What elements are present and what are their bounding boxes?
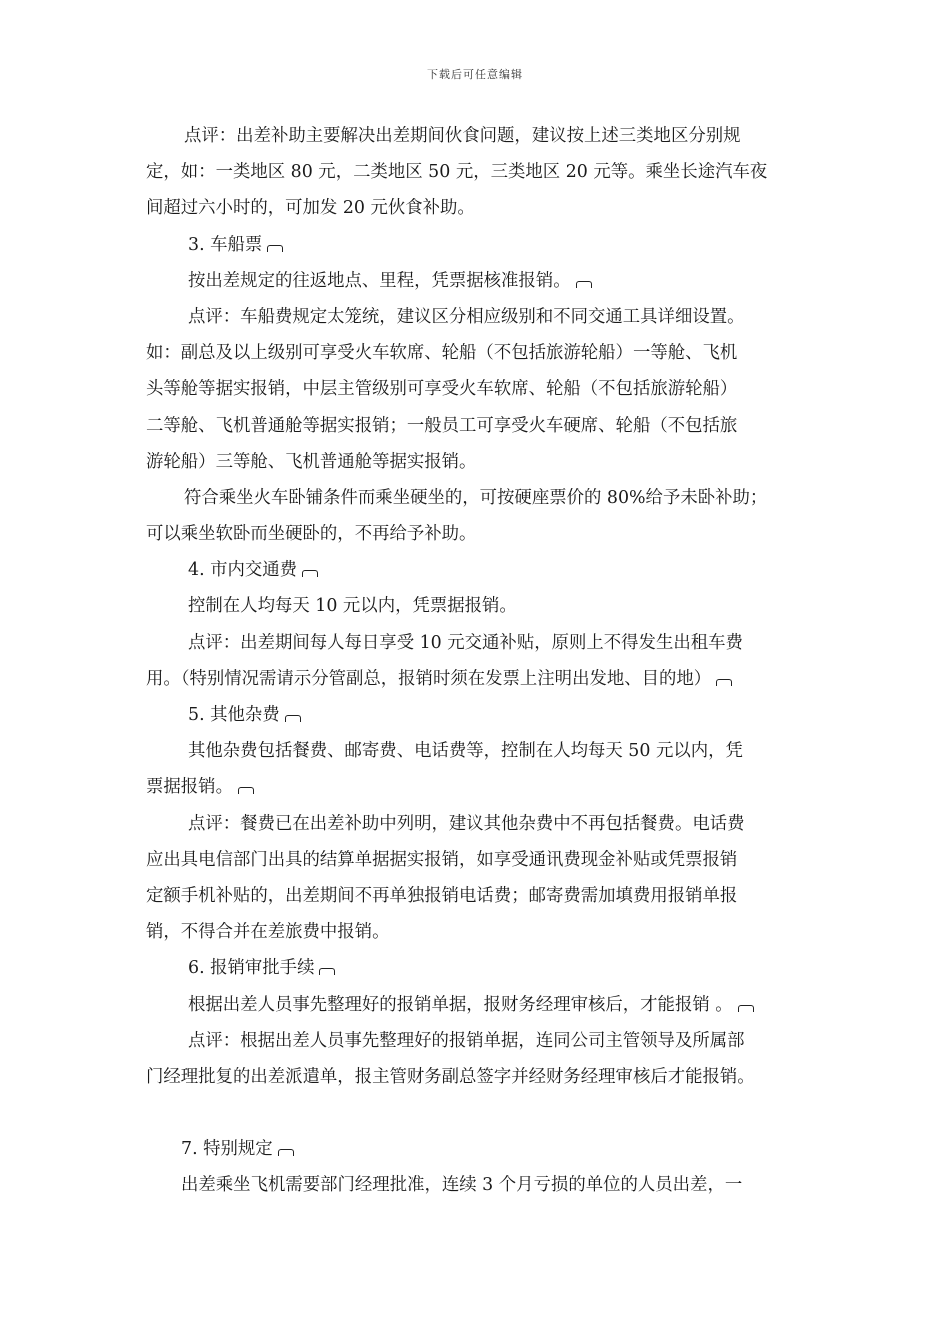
paragraph-mark-icon — [302, 570, 318, 577]
document-body — [146, 118, 822, 1204]
text-line — [146, 1131, 822, 1167]
line-text: 点评：车船费规定太笼统，建议区分相应级别和不同交通工具详细设置。 — [188, 306, 745, 327]
line-text: 如：副总及以上级别可享受火车软席、轮船（不包括旅游轮船）一等舱、飞机 — [146, 343, 738, 364]
text-line — [146, 625, 822, 661]
text-line — [146, 444, 822, 480]
text-line — [146, 227, 822, 263]
line-text: 按出差规定的往返地点、里程，凭票据核准报销。 — [188, 270, 571, 291]
text-line — [146, 190, 822, 226]
line-text: 定，如：一类地区 80 元，二类地区 50 元，三类地区 20 元等。乘坐长途汽车夜 — [146, 162, 768, 183]
text-line — [146, 516, 822, 552]
text-line — [146, 914, 822, 950]
line-text: 点评：餐费已在出差补助中列明，建议其他杂费中不再包括餐费。电话费 — [188, 813, 745, 834]
paragraph-mark-icon — [285, 715, 301, 722]
line-text: 点评：出差补助主要解决出差期间伙食问题，建议按上述三类地区分别规 — [184, 126, 741, 146]
text-line — [146, 1023, 822, 1059]
text-line — [146, 1059, 822, 1095]
line-text: 应出具电信部门出具的结算单据据实报销，如享受通讯费现金补贴或凭票报销 — [146, 849, 738, 870]
line-text: 门经理批复的出差派遣单，报主管财务副总签字并经财务经理审核后才能报销。 — [146, 1066, 755, 1087]
text-line — [146, 408, 822, 444]
line-text: 点评：根据出差人员事先整理好的报销单据，连同公司主管领导及所属部 — [188, 1030, 745, 1051]
line-text: 定额手机补贴的，出差期间不再单独报销电话费；邮寄费需加填费用报销单报 — [146, 885, 738, 906]
line-text: 用。（特别情况需请示分管副总，报销时须在发票上注明出发地、目的地） — [146, 668, 712, 689]
paragraph-mark-icon — [716, 679, 732, 686]
text-line — [146, 299, 822, 335]
page-header: 下载后可任意编辑 — [427, 68, 523, 81]
text-line — [146, 588, 822, 624]
text-line — [146, 118, 822, 154]
line-text: 控制在人均每天 10 元以内，凭票据报销。 — [188, 596, 517, 617]
paragraph-mark-icon — [738, 1005, 754, 1012]
paragraph-mark-icon — [267, 245, 283, 252]
paragraph-mark-icon — [278, 1149, 294, 1156]
line-text: 点评：出差期间每人每日享受 10 元交通补贴，原则上不得发生出租车费 — [188, 632, 743, 653]
text-line — [146, 878, 822, 914]
text-line — [146, 480, 822, 516]
text-line — [146, 769, 822, 805]
line-text: 6. 报销审批手续 — [188, 958, 315, 979]
text-line — [146, 335, 822, 371]
line-text: 头等舱等据实报销，中层主管级别可享受火车软席、轮船（不包括旅游轮船） — [146, 379, 738, 400]
text-line — [146, 263, 822, 299]
text-line — [146, 371, 822, 407]
line-text: 4. 市内交通费 — [188, 560, 298, 581]
text-line — [146, 661, 822, 697]
paragraph-mark-icon — [319, 968, 335, 975]
text-line — [146, 806, 822, 842]
text-line — [146, 552, 822, 588]
line-text: 出差乘坐飞机需要部门经理批准，连续 3 个月亏损的单位的人员出差，一 — [181, 1175, 743, 1196]
line-text: 5. 其他杂费 — [188, 705, 280, 725]
text-line — [146, 987, 822, 1023]
blank-line — [146, 1095, 822, 1131]
paragraph-mark-icon — [238, 787, 254, 794]
text-line — [146, 697, 822, 733]
line-text: 可以乘坐软卧而坐硬卧的，不再给予补助。 — [146, 524, 477, 545]
line-text: 7. 特别规定 — [181, 1139, 273, 1160]
paragraph-mark-icon — [576, 281, 592, 288]
line-text: 游轮船）三等舱、飞机普通舱等据实报销。 — [146, 451, 477, 472]
line-text: 其他杂费包括餐费、邮寄费、电话费等，控制在人均每天 50 元以内，凭 — [188, 741, 743, 762]
line-text: 根据出差人员事先整理好的报销单据，报财务经理审核后，才能报销 。 — [188, 994, 733, 1015]
text-line — [146, 1167, 822, 1203]
line-text: 二等舱、飞机普通舱等据实报销；一般员工可享受火车硬席、轮船（不包括旅 — [146, 415, 738, 436]
line-text: 3. 车船票 — [188, 234, 263, 255]
line-text: 销，不得合并在差旅费中报销。 — [146, 922, 390, 943]
line-text: 票据报销。 — [146, 777, 233, 798]
text-line — [146, 733, 822, 769]
text-line — [146, 154, 822, 190]
line-text: 符合乘坐火车卧铺条件而乘坐硬坐的，可按硬座票价的 80%给予未卧补助； — [184, 487, 768, 508]
text-line — [146, 950, 822, 986]
line-text: 间超过六小时的，可加发 20 元伙食补助。 — [146, 198, 475, 219]
text-line — [146, 842, 822, 878]
